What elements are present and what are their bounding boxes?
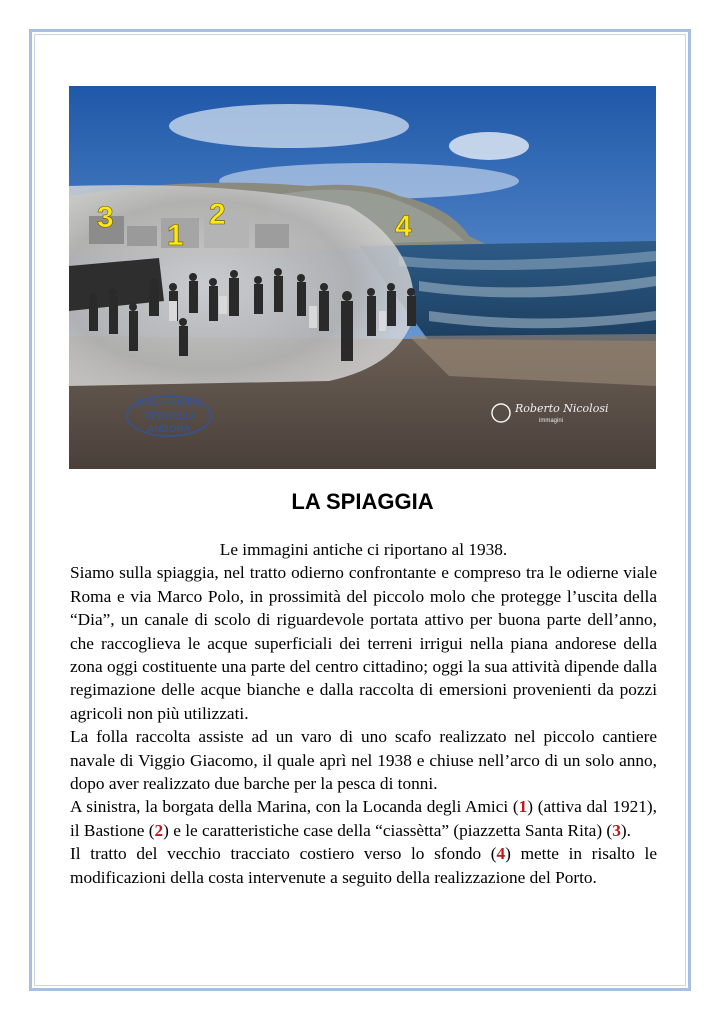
beach-photo-illustration	[69, 86, 656, 469]
ref-4: 4	[496, 844, 506, 864]
svg-text:COLLEZIONE: COLLEZIONE	[136, 398, 202, 409]
intro-line: Le immagini antiche ci riportano al 1938.	[219, 540, 508, 559]
page-title: LA SPIAGGIA	[291, 489, 434, 514]
marker-4: 4	[395, 210, 412, 243]
body-text	[70, 538, 657, 889]
svg-text:Roberto Nicolosi: Roberto Nicolosi	[515, 402, 609, 415]
ref-3: 3	[612, 820, 621, 840]
marker-3: 3	[97, 201, 114, 234]
svg-text:VERCELLI: VERCELLI	[144, 411, 194, 422]
beach-photo	[69, 86, 656, 469]
marker-2: 2	[209, 198, 226, 231]
marker-1: 1	[167, 219, 184, 252]
paragraph-left-side: A sinistra, la borgata della Marina, con la Locanda degli Amici (1) (attiva dal 1921), il Bastione (2) e le caratteristiche case della “ciassètta” (piazzetta Santa Rita) (3).	[70, 797, 657, 840]
svg-text:immagini: immagini	[539, 418, 564, 424]
paragraph-launch: La folla raccolta assiste ad un varo di uno scafo realizzato nel piccolo cantiere navale di Viggio Giacomo, il quale aprì nel 1938 e chiuse nell’arco di un solo anno, dopo aver realizzato due barche per la pesca di tonni.	[70, 727, 657, 794]
ref-2: 2	[154, 820, 164, 840]
svg-text:ANDORA: ANDORA	[147, 424, 191, 435]
paragraph-location: Siamo sulla spiaggia, nel tratto odierno confrontante e compreso tra le odierne viale Roma e via Marco Polo, in prossimità del piccolo molo che protegge l’uscita della “Dia”, un canale di scolo di riguardevole portata attivo per buona parte dell’anno, che raccoglieva le acque superficiali dei terreni irrigui nella piana andorese della zona oggi costituente una parte del centro cittadino; oggi la sua attività dipende dalla regimazione delle acque bianche e dalla raccolta di emersioni provenienti da pozzi agricoli non più utilizzati.	[70, 563, 657, 723]
paragraph-coastline: Il tratto del vecchio tracciato costiero verso lo sfondo (4) mette in risalto le modificazioni della costa intervenute a seguito della realizzazione del Porto.	[70, 844, 657, 887]
ref-1: 1	[518, 797, 528, 817]
